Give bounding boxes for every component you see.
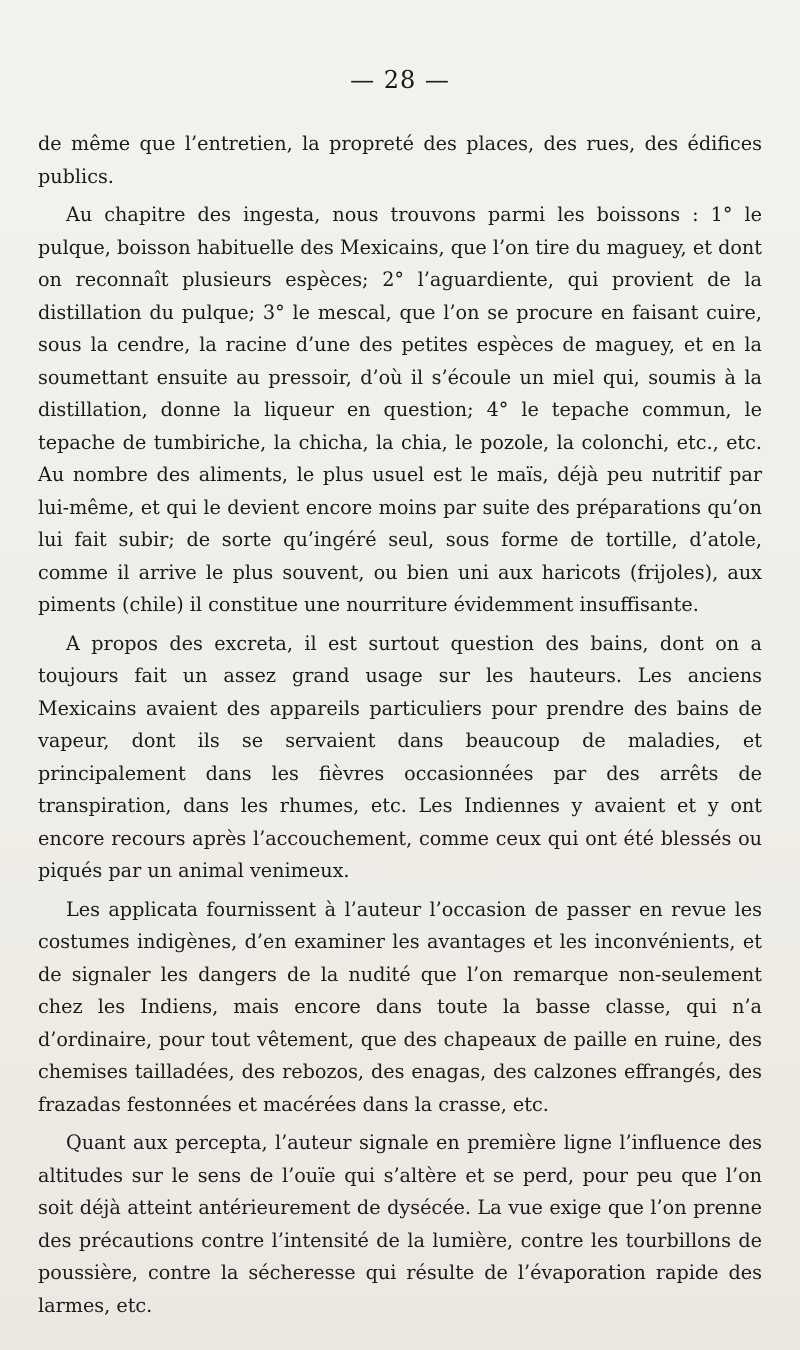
paragraph-4: Les applicata fournissent à l’auteur l’occasion de passer en revue les costumes indigènes, d’en examiner les avantages et les inconvénients, et de signaler les dangers de la nudité que l’on remarque non-seulement chez les Indiens, mais encore dans toute la basse classe, qui n’a d’ordinaire, pour tout vêtement, que des chapeaux de paille en ruine, des chemises tailladées, des rebozos, des enagas, des calzones effrangés, des frazadas festonnées et macérées dans la crasse, etc.	[38, 897, 762, 1116]
paragraph-5: Quant aux percepta, l’auteur signale en première ligne l’influence des altitudes sur le sens de l’ouïe qui s’altère et se perd, pour peu que l’on soit déjà atteint antérieurement de dysécée. La vue exige que l’on prenne des précautions contre l’intensité de la lumière, contre les tourbillons de poussière, contre la sécheresse qui résulte de l’évaporation rapide des larmes, etc.	[38, 1131, 762, 1317]
paragraph-2: Au chapitre des ingesta, nous trouvons parmi les boissons : 1° le pulque, boisson habituelle des Mexicains, que l’on tire du maguey, et dont on reconnaît plusieurs espèces; 2° l’aguardiente, qui provient de la distillation du pulque; 3° le mescal, que l’on se procure en faisant cuire, sous la cendre, la racine d’une des petites espèces de maguey, et en la soumettant ensuite au pressoir, d’où il s’écoule un miel qui, soumis à la distillation, donne la liqueur en question; 4° le tepache commun, le tepache de tumbiriche, la chicha, la chia, le pozole, la colonchi, etc., etc. Au nombre des aliments, le plus usuel est le maïs, déjà peu nutritif par lui-même, et qui le devient encore moins par suite des préparations qu’on lui fait subir; de sorte qu’ingéré seul, sous forme de tortille, d’atole, comme il arrive le plus souvent, ou bien uni aux haricots (frijoles), aux piments (chile) il constitue une nourriture évidemment insuffisante.	[38, 203, 762, 616]
paragraph-1: de même que l’entretien, la propreté des places, des rues, des édifices publics.	[38, 132, 762, 188]
page-number: — 28 —	[350, 66, 450, 94]
paragraph-3: A propos des excreta, il est surtout question des bains, dont on a toujours fait un assez grand usage sur les hauteurs. Les anciens Mexicains avaient des appareils particuliers pour prendre des bains de vapeur, dont ils se servaient dans beaucoup de maladies, et principalement dans les fièvres occasionnées par des arrêts de transpiration, dans les rhumes, etc. Les Indiennes y avaient et y ont encore recours après l’accouchement, comme ceux qui ont été blessés ou piqués par un animal venimeux.	[38, 631, 762, 882]
page-body	[38, 128, 762, 1326]
